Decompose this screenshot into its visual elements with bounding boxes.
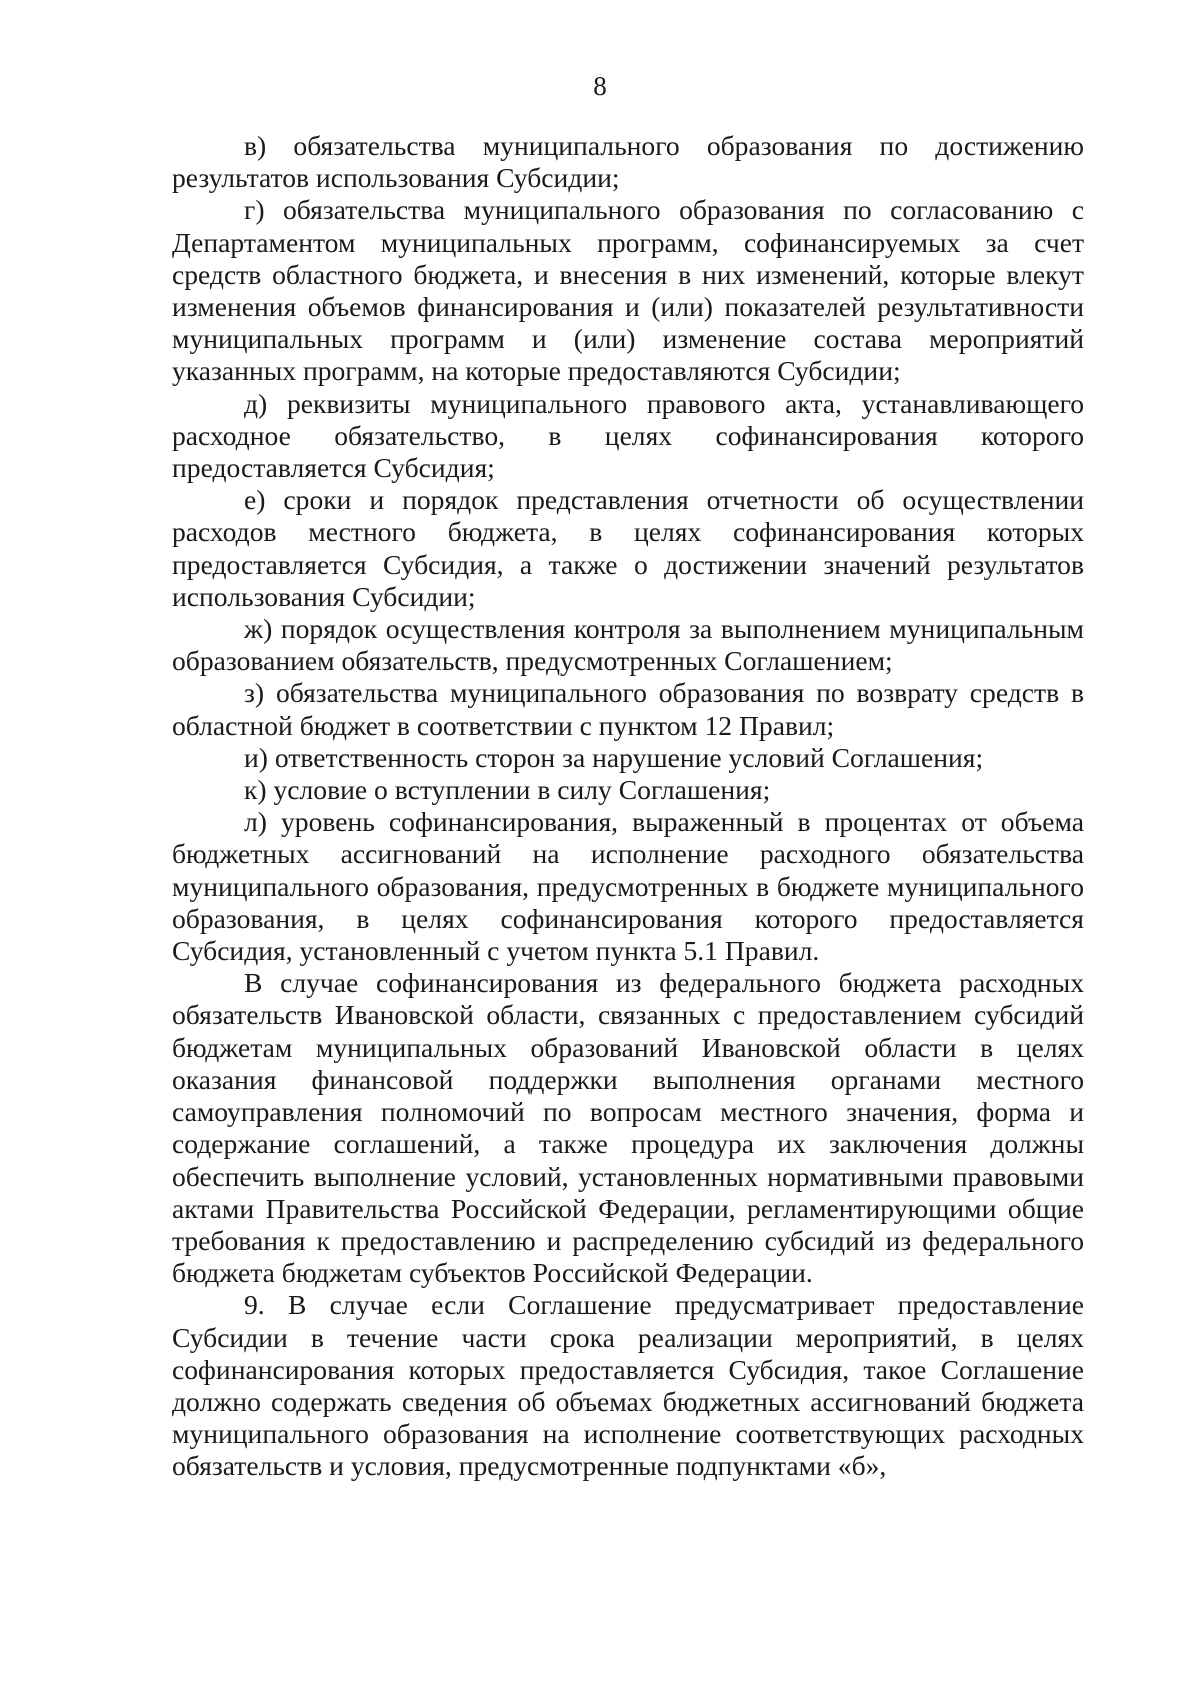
- paragraph-subitem-i: и) ответственность сторон за нарушение условий Соглашения;: [244, 741, 984, 773]
- paragraph-subitem-l: л) уровень софинансирования, выраженный в процентах от объема бюджетных ассигнований на исполнение расходного обязательства муниципального образования, предусмотренных в бюджете муниципального образования, в целях софинансирования которого предоставляется Субсидия, установленный с учетом пункта 5.1 Правил.: [172, 806, 1084, 967]
- paragraph-subitem-zh: ж) порядок осуществления контроля за выполнением муниципальным образованием обязательств, предусмотренных Соглашением;: [172, 613, 1084, 677]
- paragraph-subitem-v: в) обязательства муниципального образования по достижению результатов использования Субсидии;: [172, 130, 1084, 194]
- paragraph-subitem-e: е) сроки и порядок представления отчетности об осуществлении расходов местного бюджета, в целях софинансирования которых предоставляется Субсидия, а также о достижении значений результатов использования Субсидии;: [172, 484, 1084, 612]
- paragraph-federal-cofinancing: В случае софинансирования из федерального бюджета расходных обязательств Ивановской области, связанных с предоставлением субсидий бюджетам муниципальных образований Ивановской области в целях оказания финансовой поддержки выполнения органами местного самоуправления полномочий по вопросам местного значения, форма и содержание соглашений, а также процедура их заключения должны обеспечить выполнение условий, установленных нормативными правовыми актами Правительства Российской Федерации, регламентирующими общие требования к предоставлению и распределению субсидий из федерального бюджета бюджетам субъектов Российской Федерации.: [172, 967, 1084, 1289]
- page-number: 8: [593, 71, 607, 101]
- paragraph-subitem-z: з) обязательства муниципального образования по возврату средств в областной бюджет в соответствии с пунктом 12 Правил;: [172, 677, 1084, 741]
- paragraph-subitem-g: г) обязательства муниципального образования по согласованию с Департаментом муниципальных программ, софинансируемых за счет средств областного бюджета, и внесения в них изменений, которые влекут изменения объемов финансирования и (или) показателей результативности муниципальных программ и (или) изменение состава мероприятий указанных программ, на которые предоставляются Субсидии;: [172, 194, 1084, 387]
- paragraph-subitem-d: д) реквизиты муниципального правового акта, устанавливающего расходное обязательство, в целях софинансирования которого предоставляется Субсидия;: [172, 387, 1084, 484]
- paragraph-subitem-k: к) условие о вступлении в силу Соглашения;: [244, 774, 771, 806]
- paragraph-item-9: 9. В случае если Соглашение предусматривает предоставление Субсидии в течение части срока реализации мероприятий, в целях софинансирования которых предоставляется Субсидия, такое Соглашение должно содержать сведения об объемах бюджетных ассигнований бюджета муниципального образования на исполнение соответствующих расходных обязательств и условия, предусмотренные подпунктами «б»,: [172, 1289, 1084, 1482]
- document-body: [172, 130, 1084, 1483]
